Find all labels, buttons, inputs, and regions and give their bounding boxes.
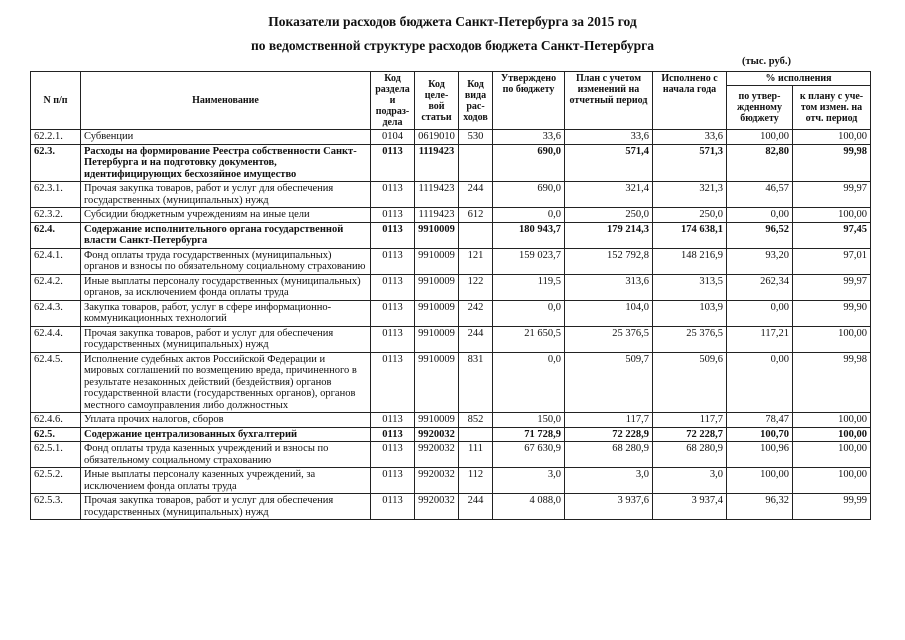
table-row bbox=[31, 494, 871, 520]
row-pct-approved: 0,00 bbox=[727, 208, 793, 223]
row-plan: 509,7 bbox=[565, 352, 653, 413]
report-subtitle: по ведомственной структуре расходов бюджета Санкт-Петербурга bbox=[250, 38, 655, 53]
row-num: 62.5.1. bbox=[31, 442, 81, 468]
table-row bbox=[31, 427, 871, 442]
row-num: 62.4.2. bbox=[31, 274, 81, 300]
row-plan: 152 792,8 bbox=[565, 248, 653, 274]
row-pct-plan: 100,00 bbox=[793, 413, 871, 428]
row-num: 62.4.4. bbox=[31, 326, 81, 352]
row-approved: 71 728,9 bbox=[493, 427, 565, 442]
row-plan: 250,0 bbox=[565, 208, 653, 223]
row-name: Закупка товаров, работ, услуг в сфере информационно-коммуникационных технологий bbox=[81, 300, 371, 326]
row-executed: 148 216,9 bbox=[653, 248, 727, 274]
header-num: N п/п bbox=[31, 72, 81, 130]
row-target: 9910009 bbox=[415, 352, 459, 413]
row-pct-approved: 117,21 bbox=[727, 326, 793, 352]
row-type bbox=[459, 144, 493, 182]
row-section: 0113 bbox=[371, 182, 415, 208]
row-num: 62.5.3. bbox=[31, 494, 81, 520]
row-plan: 25 376,5 bbox=[565, 326, 653, 352]
row-executed: 313,5 bbox=[653, 274, 727, 300]
row-pct-plan: 100,00 bbox=[793, 130, 871, 145]
row-name: Исполнение судебных актов Российской Федерации и мировых соглашений по возмещению вреда, причиненного в результате незаконных действий (бездействия) органов государственной власти (государственных органов), органов местного самоуправления либо должностных bbox=[81, 352, 371, 413]
row-name: Субсидии бюджетным учреждениям на иные цели bbox=[81, 208, 371, 223]
row-approved: 0,0 bbox=[493, 300, 565, 326]
row-plan: 313,6 bbox=[565, 274, 653, 300]
row-type: 831 bbox=[459, 352, 493, 413]
row-name: Расходы на формирование Реестра собственности Санкт-Петербурга и на подготовку документов, идентифицирующих бесхозяйное имущество bbox=[81, 144, 371, 182]
row-target: 0619010 bbox=[415, 130, 459, 145]
row-type: 612 bbox=[459, 208, 493, 223]
row-executed: 117,7 bbox=[653, 413, 727, 428]
row-approved: 119,5 bbox=[493, 274, 565, 300]
row-pct-approved: 262,34 bbox=[727, 274, 793, 300]
row-approved: 33,6 bbox=[493, 130, 565, 145]
header-pct-approved: по утвер-жденному бюджету bbox=[727, 86, 793, 130]
row-plan: 104,0 bbox=[565, 300, 653, 326]
row-section: 0113 bbox=[371, 248, 415, 274]
row-plan: 72 228,9 bbox=[565, 427, 653, 442]
row-plan: 68 280,9 bbox=[565, 442, 653, 468]
row-num: 62.4.3. bbox=[31, 300, 81, 326]
row-target: 9910009 bbox=[415, 222, 459, 248]
row-pct-approved: 46,57 bbox=[727, 182, 793, 208]
table-row bbox=[31, 222, 871, 248]
row-approved: 3,0 bbox=[493, 468, 565, 494]
row-target: 9920032 bbox=[415, 468, 459, 494]
row-pct-plan: 99,99 bbox=[793, 494, 871, 520]
row-name: Фонд оплаты труда казенных учреждений и взносы по обязательному социальному страхованию bbox=[81, 442, 371, 468]
table-row bbox=[31, 413, 871, 428]
row-plan: 117,7 bbox=[565, 413, 653, 428]
table-row bbox=[31, 130, 871, 145]
row-plan: 321,4 bbox=[565, 182, 653, 208]
table-row bbox=[31, 300, 871, 326]
row-name: Иные выплаты персоналу казенных учреждений, за исключением фонда оплаты труда bbox=[81, 468, 371, 494]
row-pct-plan: 99,97 bbox=[793, 274, 871, 300]
row-pct-approved: 100,00 bbox=[727, 130, 793, 145]
row-target: 9910009 bbox=[415, 326, 459, 352]
header-name: Наименование bbox=[81, 72, 371, 130]
row-type: 852 bbox=[459, 413, 493, 428]
row-approved: 21 650,5 bbox=[493, 326, 565, 352]
row-executed: 3 937,4 bbox=[653, 494, 727, 520]
row-target: 1119423 bbox=[415, 144, 459, 182]
row-name: Субвенции bbox=[81, 130, 371, 145]
row-num: 62.4.6. bbox=[31, 413, 81, 428]
row-section: 0113 bbox=[371, 222, 415, 248]
row-name: Прочая закупка товаров, работ и услуг для обеспечения государственных (муниципальных) нужд bbox=[81, 494, 371, 520]
row-executed: 68 280,9 bbox=[653, 442, 727, 468]
row-plan: 3,0 bbox=[565, 468, 653, 494]
row-approved: 180 943,7 bbox=[493, 222, 565, 248]
row-executed: 25 376,5 bbox=[653, 326, 727, 352]
row-section: 0113 bbox=[371, 494, 415, 520]
row-executed: 321,3 bbox=[653, 182, 727, 208]
row-pct-approved: 96,52 bbox=[727, 222, 793, 248]
row-target: 9920032 bbox=[415, 494, 459, 520]
row-section: 0113 bbox=[371, 427, 415, 442]
table-row bbox=[31, 442, 871, 468]
row-executed: 250,0 bbox=[653, 208, 727, 223]
table-row bbox=[31, 326, 871, 352]
table-row bbox=[31, 208, 871, 223]
row-pct-plan: 100,00 bbox=[793, 208, 871, 223]
row-num: 62.4. bbox=[31, 222, 81, 248]
table-row bbox=[31, 352, 871, 413]
row-name: Прочая закупка товаров, работ и услуг для обеспечения государственных (муниципальных) нужд bbox=[81, 182, 371, 208]
row-plan: 179 214,3 bbox=[565, 222, 653, 248]
row-target: 9920032 bbox=[415, 442, 459, 468]
table-row bbox=[31, 468, 871, 494]
row-executed: 509,6 bbox=[653, 352, 727, 413]
row-pct-plan: 99,97 bbox=[793, 182, 871, 208]
row-num: 62.3.1. bbox=[31, 182, 81, 208]
row-type: 112 bbox=[459, 468, 493, 494]
report-title: Показатели расходов бюджета Санкт-Петербурга за 2015 год bbox=[268, 14, 637, 29]
row-target: 1119423 bbox=[415, 208, 459, 223]
row-section: 0113 bbox=[371, 274, 415, 300]
row-pct-plan: 97,01 bbox=[793, 248, 871, 274]
table-row bbox=[31, 182, 871, 208]
row-name: Содержание исполнительного органа государственной власти Санкт-Петербурга bbox=[81, 222, 371, 248]
row-type: 242 bbox=[459, 300, 493, 326]
row-pct-plan: 100,00 bbox=[793, 427, 871, 442]
row-plan: 33,6 bbox=[565, 130, 653, 145]
row-pct-plan: 99,90 bbox=[793, 300, 871, 326]
row-approved: 690,0 bbox=[493, 144, 565, 182]
row-target: 9910009 bbox=[415, 274, 459, 300]
header-target: Код целе-вой статьи bbox=[415, 72, 459, 130]
row-executed: 174 638,1 bbox=[653, 222, 727, 248]
row-approved: 150,0 bbox=[493, 413, 565, 428]
row-executed: 571,3 bbox=[653, 144, 727, 182]
row-name: Прочая закупка товаров, работ и услуг для обеспечения государственных (муниципальных) нужд bbox=[81, 326, 371, 352]
row-type: 244 bbox=[459, 494, 493, 520]
row-num: 62.5. bbox=[31, 427, 81, 442]
row-name: Уплата прочих налогов, сборов bbox=[81, 413, 371, 428]
row-type bbox=[459, 222, 493, 248]
row-pct-plan: 100,00 bbox=[793, 442, 871, 468]
budget-table bbox=[30, 71, 871, 520]
header-executed: Исполнено с начала года bbox=[653, 72, 727, 130]
row-name: Содержание централизованных бухгалтерий bbox=[81, 427, 371, 442]
row-num: 62.3.2. bbox=[31, 208, 81, 223]
row-approved: 4 088,0 bbox=[493, 494, 565, 520]
row-num: 62.2.1. bbox=[31, 130, 81, 145]
row-type: 244 bbox=[459, 326, 493, 352]
row-name: Иные выплаты персоналу государственных (муниципальных) органов, за исключением фонда оплаты труда bbox=[81, 274, 371, 300]
row-executed: 72 228,7 bbox=[653, 427, 727, 442]
header-plan: План с учетом изменений на отчетный период bbox=[565, 72, 653, 130]
row-pct-plan: 99,98 bbox=[793, 352, 871, 413]
row-section: 0113 bbox=[371, 326, 415, 352]
row-section: 0113 bbox=[371, 208, 415, 223]
header-percent-group: % исполнения bbox=[727, 72, 871, 86]
row-approved: 159 023,7 bbox=[493, 248, 565, 274]
row-approved: 0,0 bbox=[493, 352, 565, 413]
row-target: 9920032 bbox=[415, 427, 459, 442]
row-section: 0113 bbox=[371, 300, 415, 326]
row-approved: 67 630,9 bbox=[493, 442, 565, 468]
row-pct-plan: 97,45 bbox=[793, 222, 871, 248]
row-executed: 103,9 bbox=[653, 300, 727, 326]
row-pct-approved: 100,70 bbox=[727, 427, 793, 442]
table-row bbox=[31, 248, 871, 274]
row-target: 9910009 bbox=[415, 300, 459, 326]
row-section: 0113 bbox=[371, 352, 415, 413]
row-section: 0104 bbox=[371, 130, 415, 145]
row-executed: 33,6 bbox=[653, 130, 727, 145]
header-section: Код раздела и подраз-дела bbox=[371, 72, 415, 130]
header-approved: Утверждено по бюджету bbox=[493, 72, 565, 130]
row-pct-approved: 0,00 bbox=[727, 300, 793, 326]
row-target: 9910009 bbox=[415, 413, 459, 428]
row-section: 0113 bbox=[371, 442, 415, 468]
row-pct-approved: 78,47 bbox=[727, 413, 793, 428]
row-plan: 571,4 bbox=[565, 144, 653, 182]
row-type: 121 bbox=[459, 248, 493, 274]
row-type: 244 bbox=[459, 182, 493, 208]
row-pct-plan: 100,00 bbox=[793, 468, 871, 494]
header-row-1 bbox=[31, 72, 871, 86]
row-num: 62.4.5. bbox=[31, 352, 81, 413]
row-section: 0113 bbox=[371, 468, 415, 494]
row-pct-approved: 96,32 bbox=[727, 494, 793, 520]
table-row bbox=[31, 274, 871, 300]
row-pct-plan: 99,98 bbox=[793, 144, 871, 182]
row-section: 0113 bbox=[371, 144, 415, 182]
row-name: Фонд оплаты труда государственных (муниципальных) органов и взносы по обязательному социальному страхованию bbox=[81, 248, 371, 274]
row-pct-approved: 82,80 bbox=[727, 144, 793, 182]
row-pct-approved: 100,96 bbox=[727, 442, 793, 468]
row-pct-approved: 100,00 bbox=[727, 468, 793, 494]
row-pct-approved: 93,20 bbox=[727, 248, 793, 274]
row-type: 122 bbox=[459, 274, 493, 300]
unit-label: (тыс. руб.) bbox=[742, 56, 791, 67]
row-plan: 3 937,6 bbox=[565, 494, 653, 520]
row-type: 530 bbox=[459, 130, 493, 145]
row-pct-approved: 0,00 bbox=[727, 352, 793, 413]
row-target: 1119423 bbox=[415, 182, 459, 208]
header-pct-plan: к плану с уче-том измен. на отч. период bbox=[793, 86, 871, 130]
row-target: 9910009 bbox=[415, 248, 459, 274]
table-body bbox=[31, 130, 871, 520]
row-pct-plan: 100,00 bbox=[793, 326, 871, 352]
row-approved: 0,0 bbox=[493, 208, 565, 223]
row-num: 62.3. bbox=[31, 144, 81, 182]
row-approved: 690,0 bbox=[493, 182, 565, 208]
row-executed: 3,0 bbox=[653, 468, 727, 494]
table-row bbox=[31, 144, 871, 182]
row-type: 111 bbox=[459, 442, 493, 468]
header-type: Код вида рас-ходов bbox=[459, 72, 493, 130]
row-type bbox=[459, 427, 493, 442]
row-num: 62.4.1. bbox=[31, 248, 81, 274]
row-section: 0113 bbox=[371, 413, 415, 428]
row-num: 62.5.2. bbox=[31, 468, 81, 494]
